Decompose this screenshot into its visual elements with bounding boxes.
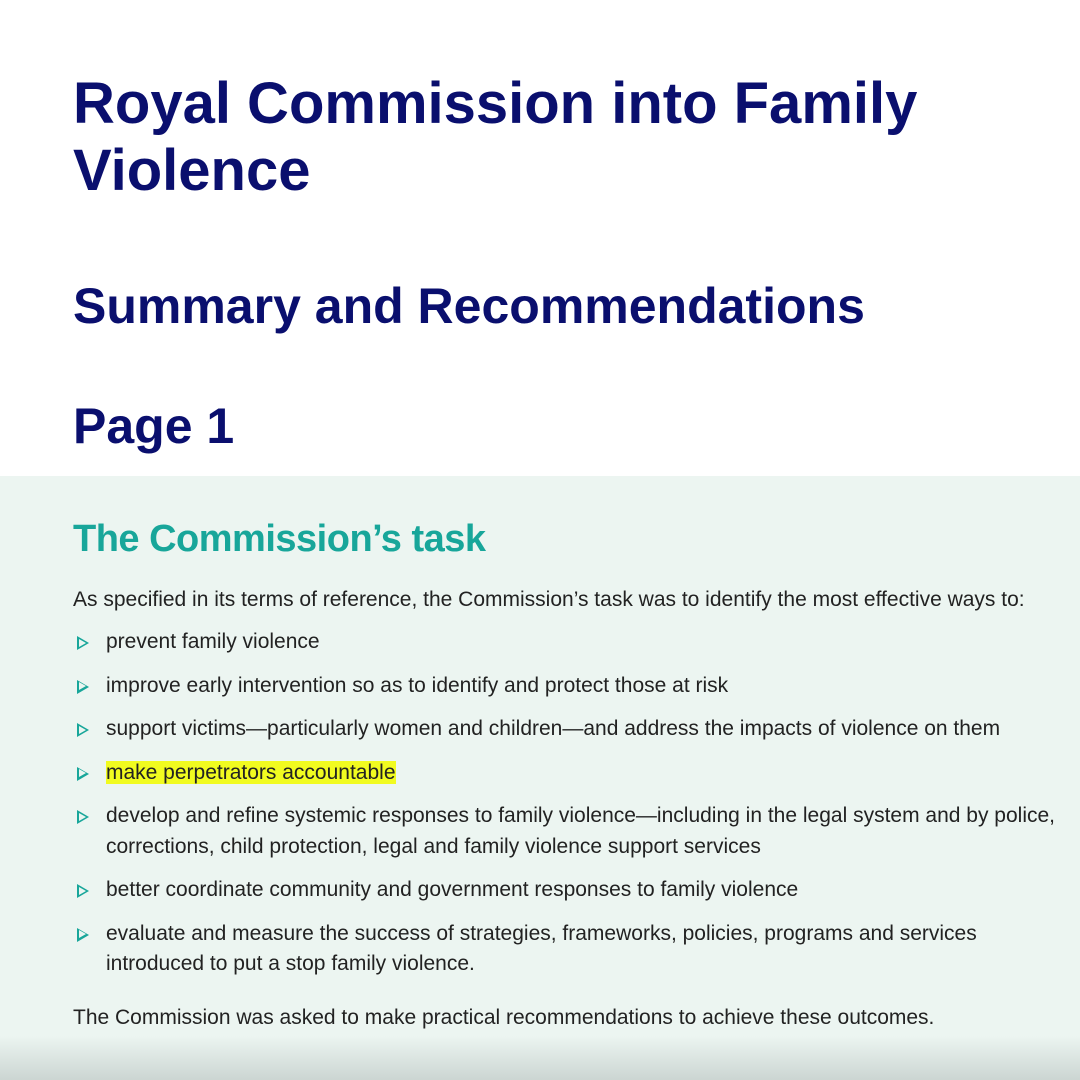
list-item-text: support victims—particularly women and children—and address the impacts of violence on them xyxy=(106,717,1001,740)
section-heading: The Commission’s task xyxy=(73,518,486,560)
list-item xyxy=(73,801,1063,862)
highlighted-list-item-text: make perpetrators accountable xyxy=(106,760,396,784)
list-item xyxy=(73,714,1063,745)
list-item xyxy=(73,627,1063,658)
triangle-right-outline-icon xyxy=(77,810,89,824)
panel-bottom-shadow xyxy=(0,1036,1080,1080)
task-list xyxy=(73,627,1063,993)
list-item xyxy=(73,671,1063,702)
list-item-text: prevent family violence xyxy=(106,630,320,653)
page-label: Page 1 xyxy=(73,398,235,454)
document-title: Royal Commission into Family Violence xyxy=(73,71,918,203)
triangle-right-outline-icon xyxy=(77,680,89,694)
document-subtitle: Summary and Recommendations xyxy=(73,278,865,334)
list-item-text: develop and refine systemic responses to family violence—including in the legal system and by police, corrections, child protection, legal and family violence support services xyxy=(106,804,1055,858)
list-item xyxy=(73,875,1063,906)
list-item-text: evaluate and measure the success of strategies, frameworks, policies, programs and services introduced to put a stop family violence. xyxy=(106,921,977,975)
triangle-right-outline-icon xyxy=(77,723,89,737)
triangle-right-outline-icon xyxy=(77,928,89,942)
list-item-text: improve early intervention so as to identify and protect those at risk xyxy=(106,673,729,697)
closing-paragraph: The Commission was asked to make practical recommendations to achieve these outcomes. xyxy=(73,1006,935,1029)
list-item xyxy=(73,919,1063,980)
triangle-right-outline-icon xyxy=(77,636,89,650)
triangle-right-outline-icon xyxy=(77,884,89,898)
document-header xyxy=(0,0,1080,476)
triangle-right-outline-icon xyxy=(77,767,89,781)
intro-paragraph: As specified in its terms of reference, the Commission’s task was to identify the most effective ways to: xyxy=(73,588,1025,611)
list-item-text: better coordinate community and government responses to family violence xyxy=(106,878,799,901)
list-item xyxy=(73,758,1063,789)
